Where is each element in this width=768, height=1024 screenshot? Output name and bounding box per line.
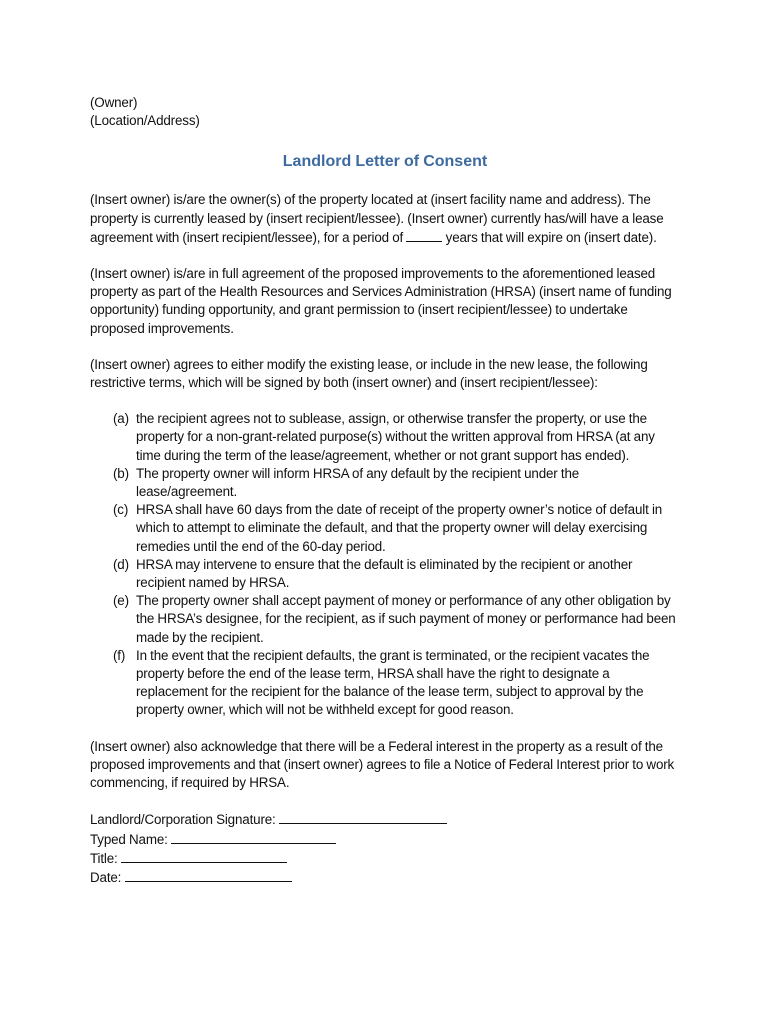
title-line bbox=[90, 849, 680, 868]
signature-line bbox=[90, 810, 680, 829]
restrictive-terms-list bbox=[90, 410, 680, 719]
signature-block bbox=[90, 810, 680, 887]
term-text: In the event that the recipient defaults, the grant is terminated, or the recipient vacates the property before the end of the lease term, HRSA shall have the right to designate a replacement for the recipient for the balance of the lease term, subject to approval by the property owner, which will not be withheld except for good reason. bbox=[136, 647, 650, 718]
paragraph-ownership bbox=[90, 191, 680, 247]
title-blank-line[interactable] bbox=[121, 849, 287, 863]
signature-blank-line[interactable] bbox=[279, 810, 447, 824]
term-label: (a) bbox=[113, 411, 129, 427]
document-title: Landlord Letter of Consent bbox=[282, 153, 488, 171]
term-text: HRSA may intervene to ensure that the default is eliminated by the recipient or another recipient named by HRSA. bbox=[136, 556, 633, 591]
paragraph-ownership-text-start: (Insert owner) is/are the owner(s) of the property located at (insert facility name and address). The property is currently leased by (insert recipient/lessee). (Insert owner) currently has/will have a lease agreement with (insert recipient/lessee), for a period of bbox=[90, 192, 664, 245]
list-item-term-a bbox=[113, 410, 680, 465]
typed-name-label: Typed Name: bbox=[90, 831, 171, 847]
list-item-term-b bbox=[113, 465, 680, 501]
term-label: (e) bbox=[113, 593, 129, 609]
date-blank-line[interactable] bbox=[125, 868, 292, 882]
date-line bbox=[90, 868, 680, 887]
title-label: Title: bbox=[90, 850, 121, 866]
paragraph-agreement: (Insert owner) is/are in full agreement of the proposed improvements to the aforementioned leased property as part of the Health Resources and Services Administration (HRSA) (insert name of funding opportunity) funding opportunity, and grant permission to (insert recipient/lessee) to undertake proposed improvements. bbox=[90, 266, 672, 336]
term-label: (c) bbox=[113, 502, 129, 518]
term-label: (b) bbox=[113, 465, 129, 481]
list-item-term-c bbox=[113, 501, 680, 556]
owner-line: (Owner) bbox=[90, 95, 138, 110]
letter-body bbox=[90, 94, 680, 887]
term-text: HRSA shall have 60 days from the date of receipt of the property owner’s notice of default in which to attempt to eliminate the default, and that the property owner will delay exercising remedies until the end of the 60-day period. bbox=[136, 502, 663, 554]
signature-label: Landlord/Corporation Signature: bbox=[90, 812, 279, 828]
location-address-line: (Location/Address) bbox=[90, 113, 200, 129]
paragraph-restrictive-terms-intro: (Insert owner) agrees to either modify the existing lease, or include in the new lease, the following restrictive terms, which will be signed by both (insert owner) and (insert recipient/lessee): bbox=[90, 356, 648, 391]
list-item-term-d bbox=[113, 556, 680, 592]
paragraph-federal-interest: (Insert owner) also acknowledge that there will be a Federal interest in the property as a result of the proposed improvements and that (insert owner) agrees to file a Notice of Federal Interest prior to work commencing, if required by HRSA. bbox=[90, 738, 675, 791]
term-text: The property owner will inform HRSA of any default by the recipient under the lease/agreement. bbox=[136, 465, 580, 500]
term-text: The property owner shall accept payment of money or performance of any other obligation by the HRSA’s designee, for the recipient, as if such payment of money or performance had been made by the recipient. bbox=[136, 593, 676, 645]
list-item-term-f bbox=[113, 647, 680, 720]
term-text: the recipient agrees not to sublease, assign, or otherwise transfer the property, or use the property for a non-grant-related purpose(s) without the written approval from HRSA (at any time during the term of the lease/agreement, whether or not grant support has ended). bbox=[136, 411, 655, 463]
term-label: (f) bbox=[113, 647, 126, 663]
list-item-term-e bbox=[113, 592, 680, 647]
typed-name-blank-line[interactable] bbox=[171, 830, 336, 844]
typed-name-line bbox=[90, 830, 680, 849]
paragraph-ownership-text-end: years that will expire on (insert date). bbox=[442, 229, 657, 245]
years-blank-line bbox=[406, 228, 442, 242]
term-label: (d) bbox=[113, 556, 129, 572]
date-label: Date: bbox=[90, 869, 125, 885]
